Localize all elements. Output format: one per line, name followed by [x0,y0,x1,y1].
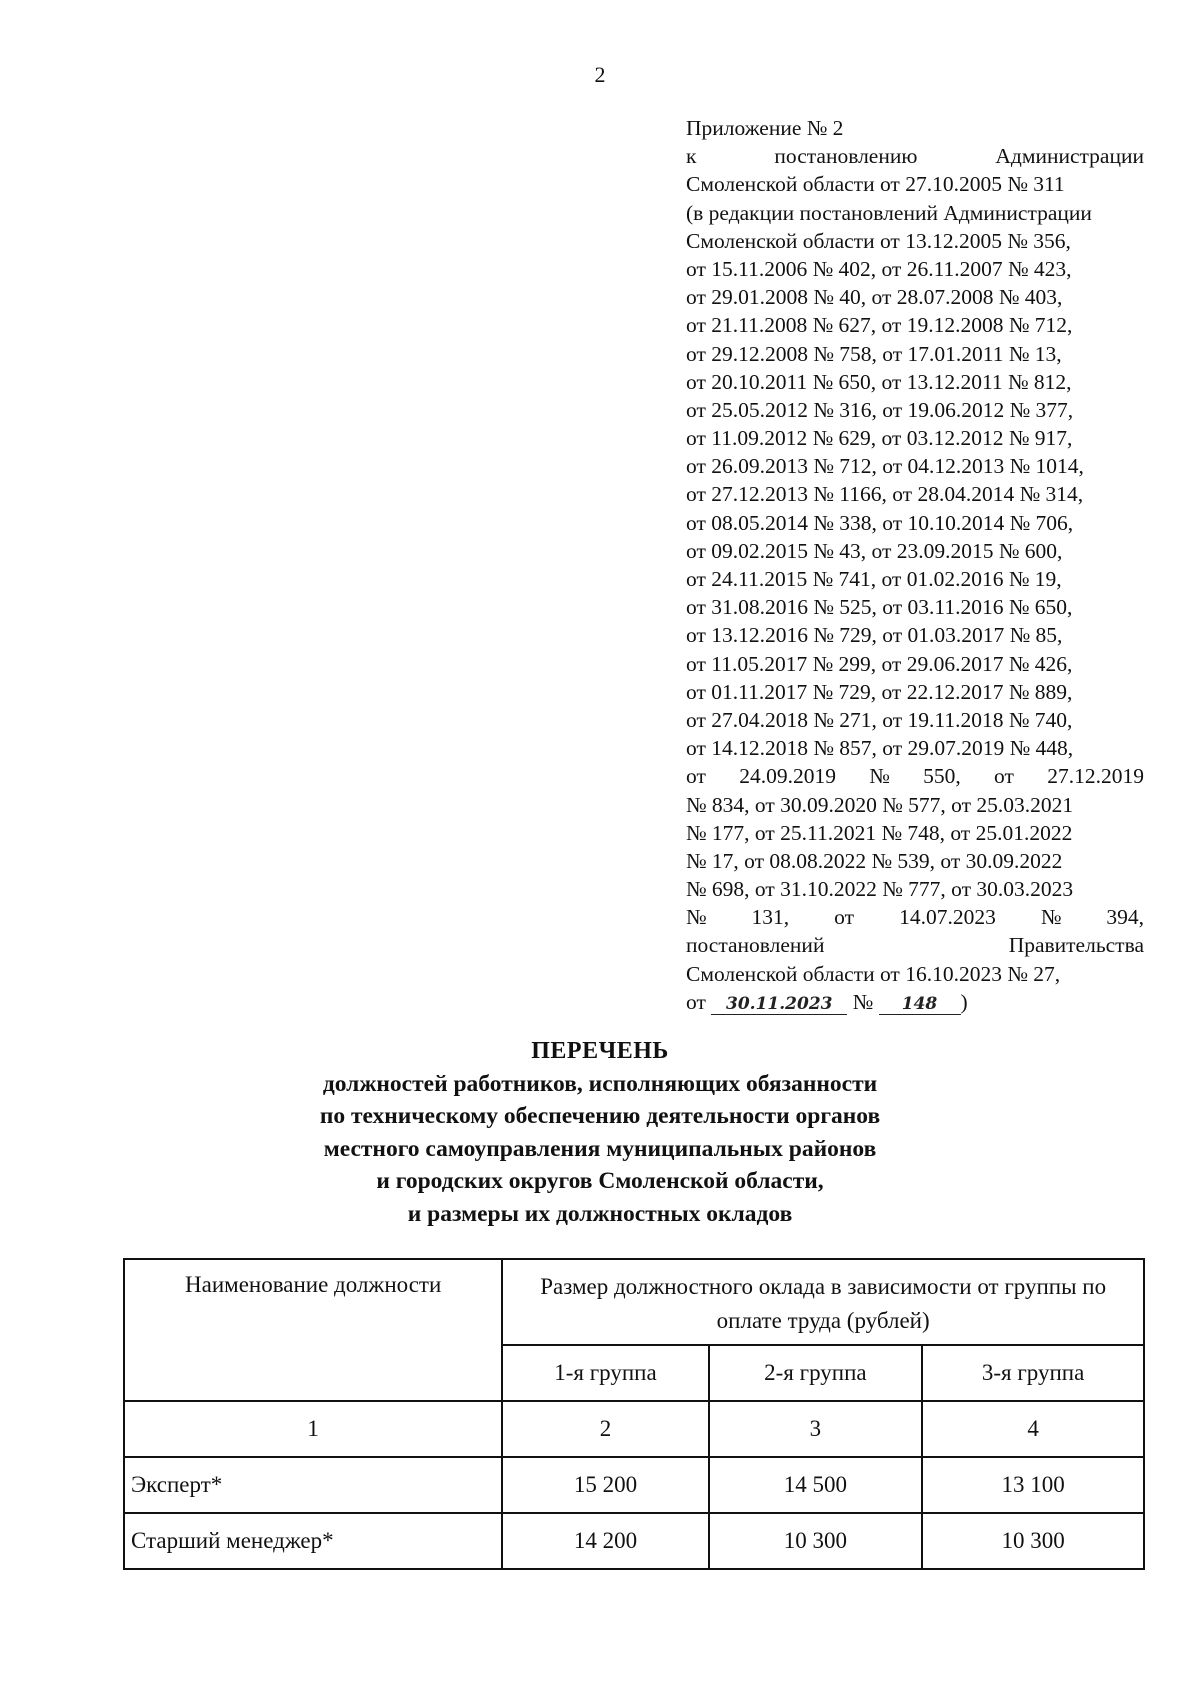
signature-line [686,988,1144,1016]
salary-value: 14 200 [502,1513,708,1569]
appendix-line: № 834, от 30.09.2020 № 577, от 25.03.2021 [686,792,1074,817]
appendix-word: постановлений [686,933,825,958]
title-line: и размеры их должностных окладов [407,1200,793,1227]
appendix-word: к [686,144,697,169]
title-line: местного самоуправления муниципальных районов [323,1135,877,1162]
appendix-title: Приложение № 2 [686,116,844,140]
column-number: 2 [502,1401,708,1457]
appendix-word: 27.12.2019 [1047,764,1144,789]
page-number: 2 [594,62,606,87]
salary-value: 10 300 [922,1513,1144,1569]
appendix-line: Смоленской области от 13.12.2005 № 356, [686,228,1071,253]
appendix-header [686,114,1144,1016]
title-line: по техническому обеспечению деятельности органов [319,1103,881,1129]
salary-table [123,1258,1145,1570]
handwritten-number: 148 [879,994,961,1015]
position-name: Старший менеджер* [124,1513,502,1569]
appendix-line: от 01.11.2017 № 729, от 22.12.2017 № 889, [686,679,1073,704]
appendix-line: от 29.01.2008 № 40, от 28.07.2008 № 403, [686,285,1063,310]
appendix-line: от 20.10.2011 № 650, от 13.12.2011 № 812, [686,369,1072,394]
table-row [124,1513,1144,1569]
appendix-line: от 14.12.2018 № 857, от 29.07.2019 № 448, [686,736,1074,761]
appendix-line: от 11.05.2017 № 299, от 29.06.2017 № 426, [686,651,1073,676]
title-line: и городских округов Смоленской области, [376,1168,824,1194]
appendix-word: Администрации [995,144,1144,169]
header-position-name: Наименование должности [124,1259,502,1401]
table-row [124,1457,1144,1513]
appendix-line: от 24.11.2015 № 741, от 01.02.2016 № 19, [686,567,1062,591]
appendix-line-justified [686,762,1144,790]
appendix-word: постановлению [774,144,918,169]
appendix-line-justified [686,931,1144,959]
salary-value: 15 200 [502,1457,708,1513]
salary-value: 14 500 [709,1457,923,1513]
appendix-line: № 17, от 08.08.2022 № 539, от 30.09.2022 [686,848,1063,873]
appendix-word: 131, [751,905,790,930]
column-number: 4 [922,1401,1144,1457]
appendix-line: от 27.12.2013 № 1166, от 28.04.2014 № 314, [686,482,1084,507]
handwritten-date: 30.11.2023 [711,994,847,1015]
group-3-header: 3-я группа [922,1345,1144,1401]
appendix-line: от 15.11.2006 № 402, от 26.11.2007 № 423, [686,256,1072,281]
table-header-row [124,1259,1144,1345]
appendix-line: от 25.05.2012 № 316, от 19.06.2012 № 377, [686,397,1074,422]
appendix-line: от 09.02.2015 № 43, от 23.09.2015 № 600, [686,538,1063,563]
position-name: Эксперт* [124,1457,502,1513]
appendix-word: 550, [923,764,961,789]
appendix-line: от 21.11.2008 № 627, от 19.12.2008 № 712, [686,313,1073,338]
appendix-line: Смоленской области от 27.10.2005 № 311 [686,172,1065,197]
title-line: должностей работников, исполняющих обязанности [322,1070,878,1097]
appendix-word: № [686,905,707,930]
appendix-line: от 13.12.2016 № 729, от 01.03.2017 № 85, [686,623,1063,648]
appendix-word: 14.07.2023 [899,905,996,930]
group-2-header: 2-я группа [709,1345,923,1401]
appendix-line-justified [686,903,1144,931]
sig-number-sign: № [852,989,874,1014]
column-number: 1 [124,1401,502,1457]
appendix-line: № 177, от 25.11.2021 № 748, от 25.01.2022 [686,820,1073,845]
appendix-line: (в редакции постановлений Администрации [686,200,1092,225]
sig-prefix: от [686,989,706,1014]
appendix-word: 24.09.2019 [739,764,836,789]
appendix-line: от 11.09.2012 № 629, от 03.12.2012 № 917, [686,426,1073,451]
header-salary-size: Размер должностного оклада в зависимости от группы по оплате труда (рублей) [502,1259,1144,1345]
appendix-line: № 698, от 31.10.2022 № 777, от 30.03.2023 [686,877,1074,902]
appendix-word: № [869,764,890,789]
appendix-word: от [994,764,1014,789]
appendix-word: № [1040,905,1062,930]
table-numbering-row [124,1401,1144,1457]
appendix-line: от 08.05.2014 № 338, от 10.10.2014 № 706, [686,510,1074,535]
salary-value: 10 300 [709,1513,923,1569]
appendix-line: от 27.04.2018 № 271, от 19.11.2018 № 740, [686,707,1073,732]
appendix-word: Правительства [1008,933,1144,958]
document-title [240,1035,960,1230]
sig-close: ) [960,989,968,1014]
appendix-line: Смоленской области от 16.10.2023 № 27, [686,961,1061,986]
appendix-word: от [686,764,706,789]
title-main: ПЕРЕЧЕНЬ [531,1038,669,1064]
appendix-line-justified [686,142,1144,170]
appendix-line: от 31.08.2016 № 525, от 03.11.2016 № 650, [686,595,1073,620]
column-number: 3 [709,1401,923,1457]
appendix-line: от 29.12.2008 № 758, от 17.01.2011 № 13, [686,341,1062,366]
group-1-header: 1-я группа [502,1345,708,1401]
salary-value: 13 100 [922,1457,1144,1513]
appendix-line: от 26.09.2013 № 712, от 04.12.2013 № 1014, [686,454,1084,479]
appendix-word: 394, [1106,905,1144,930]
appendix-word: от [834,905,855,930]
